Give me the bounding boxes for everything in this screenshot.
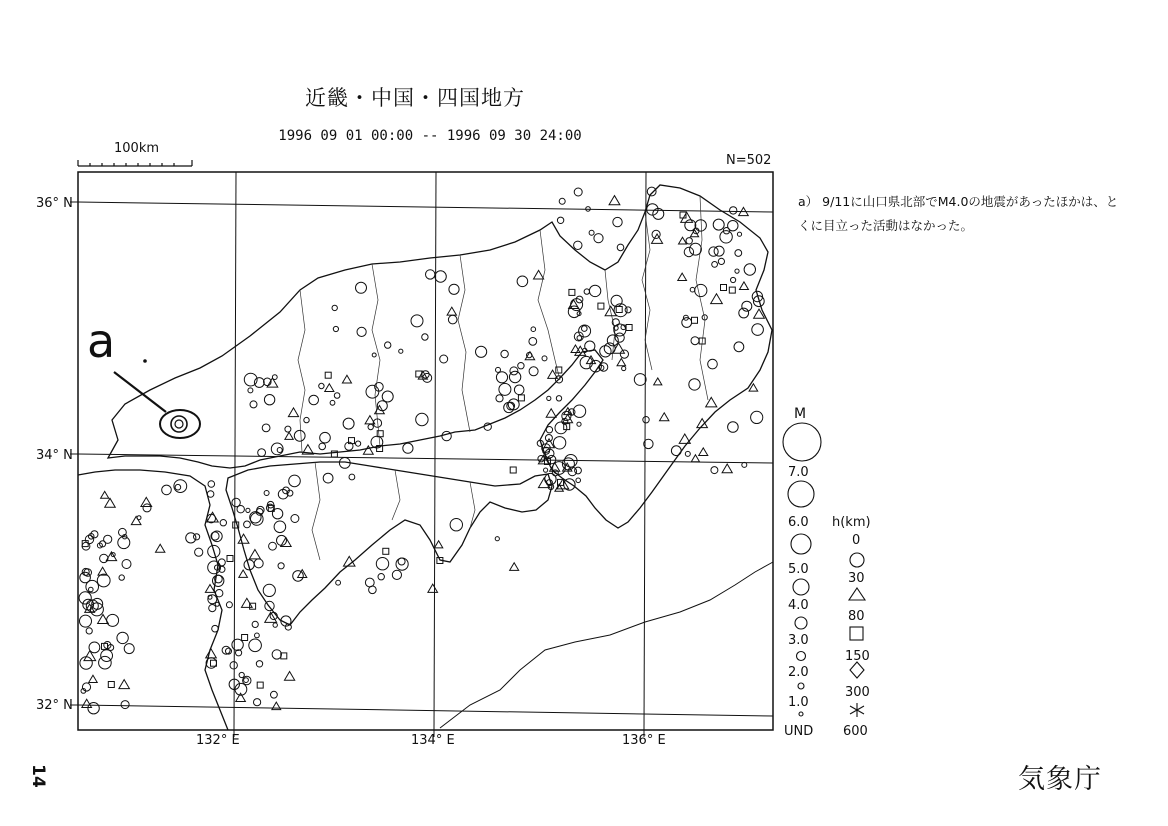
legend-depth-asterisk-icon — [850, 703, 864, 717]
epicenter-circle — [742, 462, 747, 467]
epicenter-circle — [244, 678, 249, 683]
lat-label-34: 34° N — [36, 448, 73, 463]
epicenter-circle — [262, 424, 270, 432]
epicenter-circle — [686, 238, 692, 244]
event-a-marker — [171, 416, 187, 432]
epicenter-circle — [544, 468, 548, 472]
epicenter-circle — [291, 515, 299, 523]
epicenter-circle — [449, 284, 459, 294]
legend-mag-circle — [798, 683, 804, 689]
epicenter-circle — [218, 559, 225, 566]
epicenter-circle — [365, 578, 374, 587]
epicenter-circle — [501, 350, 508, 357]
epicenter-square — [108, 682, 114, 688]
epicenter-circle — [378, 574, 384, 580]
epicenter-square — [729, 287, 735, 293]
epicenter-circle — [80, 615, 92, 627]
epicenter-triangle — [428, 584, 438, 592]
legend-depth-label: 150 — [845, 649, 870, 664]
epicenter-circle — [714, 246, 724, 256]
epicenter-circle — [576, 478, 581, 483]
epicenter-circle — [79, 592, 91, 604]
epicenter-circle — [372, 353, 376, 357]
epicenter-circle — [289, 475, 301, 487]
epicenter-circle — [695, 284, 707, 296]
epicenter-triangle — [249, 549, 260, 558]
map-title: 近畿・中国・四国地方 — [305, 86, 525, 110]
epicenter-circle — [647, 187, 656, 196]
legend-mag-label: 1.0 — [788, 695, 809, 710]
legend-mag-circle — [791, 534, 811, 554]
epicenter-circle — [399, 349, 403, 353]
legend-mag-circle — [799, 712, 803, 716]
epicenter-circle — [559, 198, 565, 204]
epicenter-circle — [277, 448, 282, 453]
legend-mag-circle — [788, 481, 814, 507]
epicenter-circle — [531, 327, 536, 332]
epicenter-triangle — [284, 671, 294, 680]
epicenter-circle — [255, 633, 260, 638]
epicenter-circle — [256, 661, 262, 667]
epicenter-circle — [272, 509, 282, 519]
epicenter-circle — [426, 270, 435, 279]
epicenter-circle — [690, 287, 695, 292]
epicenter-circle — [162, 485, 172, 495]
epicenter-circle — [382, 391, 393, 402]
epicenter-markers — [79, 187, 764, 714]
graticule — [78, 172, 773, 730]
epicenter-circle — [244, 521, 251, 528]
epicenter-circle — [232, 498, 240, 506]
epicenter-triangle — [325, 384, 334, 392]
epicenter-circle — [334, 393, 340, 399]
epicenter-triangle — [207, 512, 218, 522]
epicenter-circle — [332, 305, 337, 310]
epicenter-circle — [556, 396, 561, 401]
epicenter-circle — [278, 563, 284, 569]
epicenter-circle — [122, 560, 131, 569]
note-label: a） — [798, 194, 819, 209]
epicenter-triangle — [739, 282, 748, 290]
epicenter-square — [227, 556, 233, 562]
epicenter-circle — [89, 642, 100, 653]
epicenter-circle — [89, 587, 94, 592]
epicenter-circle — [708, 359, 718, 369]
epicenter-circle — [495, 537, 499, 541]
event-count: N=502 — [726, 153, 772, 168]
epicenter-circle — [258, 449, 266, 457]
epicenter-circle — [99, 656, 112, 669]
epicenter-circle — [124, 644, 134, 654]
epicenter-circle — [246, 508, 250, 512]
epicenter-circle — [584, 289, 589, 294]
epicenter-circle — [730, 207, 737, 214]
legend-mag-circle — [797, 652, 806, 661]
epicenter-circle — [319, 383, 324, 388]
epicenter-circle — [440, 355, 448, 363]
epicenter-circle — [207, 491, 214, 498]
epicenter-circle — [720, 231, 732, 243]
epicenter-triangle — [342, 375, 351, 383]
lon-label-132: 132° E — [196, 733, 240, 748]
epicenter-circle — [574, 188, 582, 196]
epicenter-circle — [557, 217, 563, 223]
epicenter-triangle — [617, 358, 626, 365]
epicenter-circle — [195, 548, 203, 556]
epicenter-circle — [215, 602, 219, 606]
highlight-ring — [160, 410, 200, 438]
epicenter-circle — [254, 699, 261, 706]
epicenter-circle — [368, 424, 373, 429]
epicenter-circle — [684, 247, 693, 256]
epicenter-circle — [499, 383, 511, 395]
epicenter-circle — [731, 277, 736, 282]
legend-depth-triangle-icon — [849, 588, 865, 600]
map-period: 1996 09 01 00:00 -- 1996 09 30 24:00 — [278, 128, 582, 144]
epicenter-circle — [366, 385, 379, 398]
epicenter-circle — [553, 437, 565, 449]
legend-mag-label: 4.0 — [788, 598, 809, 613]
epicenter-circle — [336, 580, 341, 585]
epicenter-circle — [582, 326, 588, 332]
legend-mag-label: 2.0 — [788, 665, 809, 680]
epicenter-circle — [435, 271, 446, 282]
epicenter-circle — [728, 422, 739, 433]
epicenter-circle — [86, 628, 92, 634]
epicenter-circle — [101, 650, 113, 662]
epicenter-circle — [574, 241, 582, 249]
epicenter-triangle — [722, 464, 732, 473]
epicenter-circle — [545, 435, 552, 442]
epicenter-circle — [121, 701, 129, 709]
epicenter-circle — [107, 614, 119, 626]
epicenter-triangle — [544, 439, 554, 448]
epicenter-circle — [577, 422, 581, 426]
epicenter-circle — [422, 334, 428, 340]
epicenter-circle — [273, 623, 277, 627]
epicenter-square — [626, 325, 632, 331]
epicenter-circle — [356, 441, 361, 446]
legend-mag-circle — [793, 579, 809, 595]
epicenter-circle — [737, 232, 741, 236]
epicenter-triangle — [447, 307, 456, 315]
epicenter-triangle — [679, 237, 687, 244]
epicenter-circle — [713, 219, 724, 230]
epicenter-circle — [652, 230, 660, 238]
epicenter-triangle — [131, 516, 141, 524]
epicenter-circle — [269, 542, 277, 550]
epicenter-triangle — [206, 649, 217, 658]
epicenter-circle — [620, 350, 628, 358]
epicenter-circle — [143, 504, 151, 512]
epicenter-triangle — [205, 584, 214, 592]
epicenter-circle — [671, 446, 681, 456]
epicenter-circle — [80, 657, 92, 669]
epicenter-circle — [175, 484, 181, 490]
epicenter-circle — [323, 473, 333, 483]
epicenter-triangle — [285, 432, 293, 439]
legend-depth-label: 0 — [852, 533, 861, 548]
epicenter-circle — [194, 534, 200, 540]
epicenter-square — [569, 289, 575, 295]
epicenter-circle — [529, 367, 538, 376]
prefecture-boundaries — [298, 196, 708, 560]
lat-label-36: 36° N — [36, 196, 73, 211]
scale-bar — [78, 160, 192, 166]
highlight-label-a: a — [87, 314, 116, 368]
epicenter-circle — [356, 282, 367, 293]
epicenter-triangle — [101, 491, 109, 498]
legend-mag-label: UND — [784, 724, 814, 739]
epicenter-circle — [319, 443, 326, 450]
epicenter-circle — [735, 250, 742, 257]
epicenter-circle — [357, 327, 366, 336]
epicenter-circle — [349, 474, 355, 480]
legend-depth-square-icon — [850, 627, 863, 640]
epicenter-circle — [615, 333, 624, 342]
legend-depth-circle-icon — [850, 553, 864, 567]
epicenter-circle — [712, 262, 718, 268]
epicenter-circle — [376, 558, 388, 570]
legend-depth-label: 30 — [848, 571, 865, 586]
epicenter-circle — [248, 388, 253, 393]
epicenter-triangle — [288, 408, 298, 417]
epicenter-square — [721, 285, 727, 291]
epicenter-circle — [97, 574, 110, 587]
legend-magnitude-title: M — [794, 406, 807, 422]
epicenter-circle — [226, 602, 232, 608]
epicenter-circle — [613, 217, 622, 226]
epicenter-circle — [82, 683, 90, 691]
epicenter-circle — [529, 338, 537, 346]
epicenter-circle — [330, 400, 335, 405]
epicenter-circle — [634, 374, 646, 386]
lon-label-134: 134° E — [411, 733, 455, 748]
epicenter-triangle — [699, 448, 708, 456]
epicenter-circle — [484, 423, 491, 430]
legend-depth-label: 80 — [848, 609, 865, 624]
epicenter-circle — [711, 467, 718, 474]
epicenter-circle — [547, 396, 551, 400]
epicenter-circle — [542, 356, 547, 361]
epicenter-circle — [85, 535, 93, 543]
note-text: 9/11に山口県北部でM4.0の地震があったほかは、とくに目立った活動はなかった。 — [798, 194, 1119, 233]
epicenter-circle — [272, 650, 281, 659]
epicenter-circle — [252, 621, 258, 627]
epicenter-triangle — [119, 680, 130, 689]
epicenter-circle — [309, 395, 319, 405]
epicenter-circle — [232, 639, 243, 650]
legend-mag-label: 7.0 — [788, 465, 809, 480]
legend-mag-label: 6.0 — [788, 515, 809, 530]
map-frame — [78, 172, 773, 730]
epicenter-circle — [752, 324, 764, 336]
scale-bar-label: 100km — [114, 141, 160, 156]
epicenter-circle — [100, 554, 108, 562]
epicenter-circle — [734, 342, 744, 352]
epicenter-circle — [220, 520, 226, 526]
epicenter-circle — [496, 395, 503, 402]
epicenter-circle — [496, 372, 507, 383]
legend-mag-circle — [795, 617, 807, 629]
epicenter-circle — [685, 451, 690, 456]
epicenter-circle — [546, 427, 552, 433]
epicenter-circle — [442, 431, 451, 440]
epicenter-circle — [695, 220, 706, 231]
epicenter-circle — [119, 575, 124, 580]
epicenter-circle — [263, 584, 275, 596]
epicenter-circle — [625, 307, 631, 313]
epicenter-circle — [274, 521, 286, 533]
legend-depth-title: h(km) — [832, 515, 871, 530]
epicenter-circle — [643, 417, 649, 423]
epicenter-circle — [709, 247, 718, 256]
epicenter-circle — [718, 258, 724, 264]
epicenter-triangle — [678, 273, 687, 280]
epicenter-triangle — [609, 196, 620, 205]
epicenter-circle — [411, 315, 423, 327]
legend-depth-diamond-icon — [850, 662, 864, 678]
epicenter-circle — [622, 366, 626, 370]
epicenter-triangle — [706, 397, 717, 406]
epicenter-circle — [277, 535, 287, 545]
epicenter-circle — [271, 691, 278, 698]
lat-label-32: 32° N — [36, 698, 73, 713]
agency-name: 気象庁 — [1018, 764, 1102, 795]
epicenter-circle — [589, 285, 600, 296]
epicenter-circle — [343, 418, 354, 429]
epicenter-triangle — [84, 651, 96, 661]
epicenter-circle — [264, 395, 274, 405]
epicenter-circle — [450, 519, 462, 531]
epicenter-circle — [211, 532, 219, 540]
epicenter-triangle — [434, 541, 442, 548]
epicenter-circle — [230, 662, 237, 669]
epicenter-circle — [589, 230, 594, 235]
epicenter-square — [242, 635, 248, 641]
epicenter-circle — [320, 432, 331, 443]
epicenter-circle — [691, 337, 699, 345]
epicenter-triangle — [89, 675, 98, 682]
epicenter-triangle — [546, 409, 556, 417]
epicenter-circle — [239, 672, 244, 677]
legend-mag-label: 5.0 — [788, 562, 809, 577]
page-number: 14 — [27, 764, 48, 788]
epicenter-circle — [385, 342, 391, 348]
epicenter-circle — [594, 234, 603, 243]
epicenter-circle — [250, 401, 257, 408]
epicenter-circle — [476, 346, 487, 357]
epicenter-circle — [294, 430, 305, 441]
epicenter-triangle — [105, 498, 116, 507]
epicenter-circle — [518, 363, 524, 369]
epicenter-triangle — [510, 563, 519, 571]
epicenter-circle — [509, 371, 520, 382]
epicenter-circle — [510, 367, 518, 375]
epicenter-circle — [249, 639, 262, 652]
frame-ticks — [70, 202, 644, 737]
epicenter-circle — [208, 481, 215, 488]
epicenter-square — [692, 317, 698, 323]
epicenter-circle — [398, 558, 405, 565]
epicenter-circle — [735, 269, 739, 273]
epicenter-square — [518, 395, 524, 401]
depth-legend — [832, 515, 871, 739]
epicenter-circle — [396, 558, 408, 570]
epicenter-triangle — [654, 378, 662, 385]
epicenter-circle — [216, 590, 223, 597]
legend-depth-label: 600 — [843, 724, 868, 739]
legend-depth-label: 300 — [845, 685, 870, 700]
epicenter-circle — [212, 625, 219, 632]
epicenter-square — [257, 682, 263, 688]
epicenter-circle — [117, 632, 128, 643]
magnitude-legend — [783, 406, 821, 739]
epicenter-circle — [392, 570, 401, 579]
epicenter-square — [616, 307, 622, 313]
lon-label-136: 136° E — [622, 733, 666, 748]
epicenter-circle — [690, 243, 702, 255]
epicenter-circle — [689, 379, 700, 390]
epicenter-square — [325, 372, 331, 378]
epicenter-triangle — [711, 294, 723, 304]
epicenter-circle — [304, 417, 309, 422]
highlight-dot — [143, 359, 147, 363]
epicenter-circle — [617, 244, 624, 251]
epicenter-circle — [285, 426, 291, 432]
epicenter-triangle — [155, 544, 164, 552]
epicenter-triangle — [660, 413, 669, 421]
epicenter-circle — [403, 443, 413, 453]
epicenter-square — [377, 431, 383, 437]
legend-mag-circle — [783, 423, 821, 461]
epicenter-circle — [104, 535, 112, 543]
trough-line — [440, 562, 773, 728]
legend-mag-label: 3.0 — [788, 633, 809, 648]
epicenter-circle — [514, 385, 524, 395]
epicenter-triangle — [239, 570, 248, 577]
epicenter-circle — [448, 315, 457, 324]
epicenter-circle — [88, 703, 99, 714]
epicenter-circle — [751, 411, 763, 423]
highlight-pointer — [114, 372, 166, 412]
epicenter-circle — [264, 491, 269, 496]
epicenter-triangle — [534, 270, 544, 279]
epicenter-circle — [517, 276, 528, 287]
epicenter-circle — [254, 559, 263, 568]
epicenter-square — [510, 467, 516, 473]
epicenter-circle — [744, 264, 755, 275]
epicenter-circle — [416, 413, 428, 425]
event-a-inner — [175, 420, 183, 428]
epicenter-circle — [333, 326, 338, 331]
epicenter-circle — [209, 605, 216, 612]
epicenter-circle — [585, 341, 595, 351]
epicenter-square — [598, 303, 604, 309]
epicenter-square — [383, 548, 389, 554]
